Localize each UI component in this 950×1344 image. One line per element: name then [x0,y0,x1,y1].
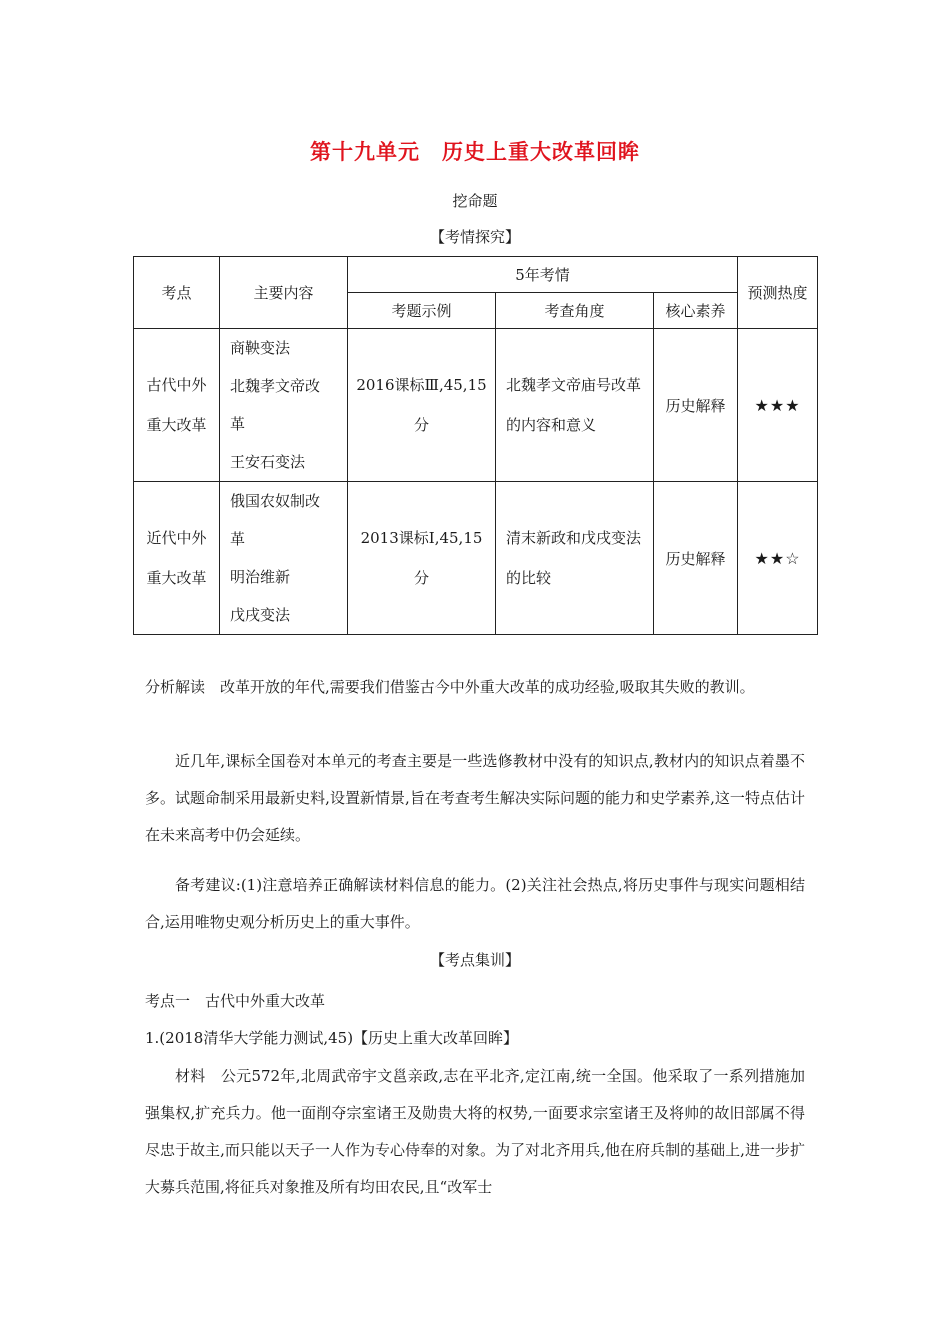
material-text: 公元572年,北周武帝宇文邕亲政,志在平北齐,定江南,统一全国。他采取了一系列措施加强集权,扩充兵力。他一面削夺宗室诸王及勋贵大将的权势,一面要求宗室诸王及将帅的故旧部属不得尽忠于故主,而只能以天子一人作为专心侍奉的对象。为了对北齐用兵,他在府兵制的基础上,进一步扩大募兵范围,将征兵对象推及所有均田农民,且“改军士 [145,1067,805,1196]
row-angle: 清末新政和戊戌变法的比较 [496,482,654,635]
row-angle: 北魏孝文帝庙号改革的内容和意义 [496,329,654,482]
table-row [134,329,818,482]
subtitle: 挖命题 [452,192,498,210]
content-line: 北魏孝文帝改 [230,377,321,395]
analysis-paragraph-2: 近几年,课标全国卷对本单元的考查主要是一些选修教材中没有的知识点,教材内的知识点着墨不多。试题命制采用最新史料,设置新情景,旨在考查考生解决实际问题的能力和史学素养,这一特点估计在未来高考中仍会延续。 [145,752,805,844]
analysis-text: 改革开放的年代,需要我们借鉴古今中外重大改革的成功经验,吸取其失败的教训。 [220,678,755,696]
header-point: 考点 [134,257,220,329]
exam-analysis-table [133,256,818,635]
header-heat: 预测热度 [738,257,818,329]
content-line: 俄国农奴制改 [230,492,321,510]
row-heat-stars: ★★★ [738,329,818,482]
material-label: 材料 [175,1067,206,1085]
header-five-years: 5年考情 [348,257,738,293]
section-label-exam-analysis: 【考情探究】 [429,228,520,246]
content-line: 明治维新 [230,568,291,586]
row-content [220,482,348,635]
table-row [134,482,818,635]
row-point: 古代中外重大改革 [134,329,220,482]
row-heat-stars: ★★☆ [738,482,818,635]
header-example: 考题示例 [348,293,496,329]
row-example: 2016课标Ⅲ,45,15分 [348,329,496,482]
row-example: 2013课标Ⅰ,45,15分 [348,482,496,635]
content-line: 商鞅变法 [230,339,291,357]
row-point: 近代中外重大改革 [134,482,220,635]
row-literacy: 历史解释 [654,329,738,482]
header-content: 主要内容 [220,257,348,329]
analysis-paragraph-3: 备考建议:(1)注意培养正确解读材料信息的能力。(2)关注社会热点,将历史事件与现实问题相结合,运用唯物史观分析历史上的重大事件。 [145,876,805,931]
analysis-paragraph-1 [145,669,805,706]
content-line: 革 [230,530,246,548]
content-line: 革 [230,415,246,433]
header-literacy: 核心素养 [654,293,738,329]
header-angle: 考查角度 [496,293,654,329]
row-literacy: 历史解释 [654,482,738,635]
row-content [220,329,348,482]
analysis-label: 分析解读 [145,678,206,696]
section-label-training: 【考点集训】 [429,951,520,969]
page-title: 第十九单元 历史上重大改革回眸 [310,140,640,164]
kaodian-heading: 考点一 古代中外重大改革 [145,992,326,1010]
question-material [145,1058,805,1206]
content-line: 戊戌变法 [230,606,291,624]
content-line: 王安石变法 [230,453,306,471]
question-heading: 1.(2018清华大学能力测试,45)【历史上重大改革回眸】 [145,1029,519,1047]
